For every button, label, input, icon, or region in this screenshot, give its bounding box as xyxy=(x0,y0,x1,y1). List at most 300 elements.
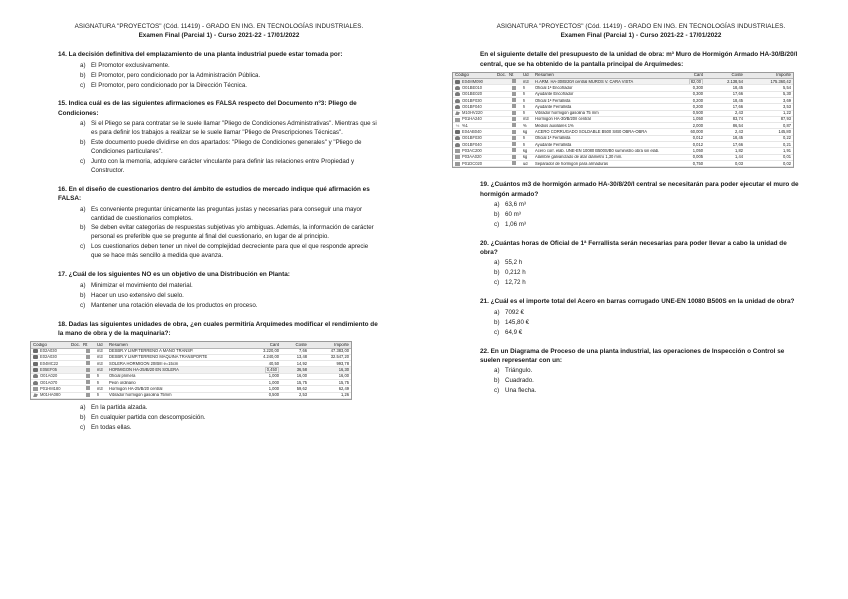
unit-cell: m3 xyxy=(523,79,529,84)
column-header[interactable]: Resumen xyxy=(109,342,128,347)
summary-cell: Vibrador hormigón gasolina 75 mm xyxy=(535,111,599,116)
cost-cell: 14,92 xyxy=(296,361,307,366)
options xyxy=(480,367,802,396)
summary-cell: Oficial 1ª Ferrallista xyxy=(535,136,571,141)
unit-type-icon xyxy=(86,355,90,359)
unit-type-icon xyxy=(512,98,516,102)
unit-type-icon xyxy=(86,386,90,390)
option-a: a) Si el Pliego se para contratar se le suele llamar "Pliego de Condiciones Administrativas". Mientras que si es para definir los trabajos a realizar se le suele llamar "Pliego de Prescripciones Técnicas". xyxy=(80,120,377,137)
summary-cell: ACERO CORRUGADO SOLDABLE B500 S/B0 OBRA-OBRA xyxy=(535,130,647,135)
summary-cell: Ayudante Ferrallista xyxy=(535,104,572,109)
mat-icon xyxy=(33,387,38,391)
quantity-cell: 0,005 xyxy=(692,155,703,160)
unit-type-icon xyxy=(86,349,90,353)
code-cell xyxy=(31,393,69,397)
option-c: c) 12,72 h xyxy=(494,279,526,287)
option-a: a) Triángulo. xyxy=(494,367,533,375)
cost-cell: 17,66 xyxy=(732,104,743,109)
nat-cell xyxy=(507,104,521,109)
unit-type-icon xyxy=(86,393,90,397)
summary-cell: SOLERA HORMIGÓN 20/B/II e=15cm xyxy=(109,361,179,366)
question-title: 18. Dadas las siguientes unidades de obra, ¿en cuales permitiría Arquímedes modificar el rendimiento de la mano de obra y de la maquinaria?: xyxy=(58,320,378,337)
cost-cell: 15,75 xyxy=(296,380,307,385)
option-b: b) Se deben evitar categorías de respuestas subjetivas y/o ambiguas. Además, la información de carácter personal es preferible que se pregunte al final del cuestionario, en lugar de al principio. xyxy=(80,224,374,241)
question-18 xyxy=(33,320,380,433)
options xyxy=(58,404,380,433)
unit-type-icon xyxy=(512,104,516,108)
quantity-cell: 4.240,00 xyxy=(263,355,279,360)
option-b: b) 145,80 € xyxy=(494,318,530,326)
quantity-cell: 3.220,00 xyxy=(263,349,279,354)
person-icon xyxy=(455,92,460,96)
question-title: 22. En un Diagrama de Proceso de una planta industrial, las operaciones de Inspección o Control se suelen representar con un: xyxy=(480,347,785,364)
unit-cell: h xyxy=(523,98,526,103)
quantity-cell: 0,450 xyxy=(266,367,277,373)
options xyxy=(480,201,802,230)
quantity-cell: 0,750 xyxy=(692,161,703,166)
nat-cell xyxy=(507,86,521,91)
cost-cell: 36,58 xyxy=(296,368,307,372)
options xyxy=(480,259,802,288)
column-header[interactable]: Código xyxy=(33,342,47,347)
unit-type-icon xyxy=(86,361,90,365)
unit-type-icon xyxy=(512,142,516,146)
machine-icon xyxy=(33,393,38,397)
code-cell xyxy=(453,155,495,159)
amount-cell: 175.360,42 xyxy=(770,79,791,84)
amount-cell: 62,49 xyxy=(338,386,349,391)
header-course: ASIGNATURA "PROYECTOS" (Cód. 11419) - GRADO EN ING. EN TECNOLOGÍAS INDUSTRIALES. xyxy=(496,23,786,30)
question-title: 19. ¿Cuántos m3 de hormigón armado HA-30/8/20/I central se necesitarán para poder ejecutar el muro de hormigón armado? xyxy=(480,181,799,198)
table-row[interactable] xyxy=(31,393,351,399)
nat-cell xyxy=(507,111,521,116)
amount-cell: 16,00 xyxy=(338,374,349,379)
nat-cell xyxy=(507,98,521,103)
amount-cell: 0,87 xyxy=(783,123,791,128)
unit-type-icon xyxy=(512,117,516,121)
question-intro xyxy=(455,50,802,168)
machine-icon xyxy=(455,111,460,115)
code-text: O01BF030 xyxy=(462,136,482,141)
option-c: c) El Promotor, pero condicionado por la Dirección Técnica. xyxy=(80,81,248,89)
amount-cell: 0,02 xyxy=(783,161,791,166)
quantity-cell: 1,000 xyxy=(268,374,279,379)
summary-cell: HORMIGÓN HA-25/B/20 EN SOLERA xyxy=(109,368,179,372)
question-title: 20. ¿Cuántas horas de Oficial de 1ª Ferrallista serán necesarias para poder llevar a cabo la unidad de obra? xyxy=(480,239,787,257)
code-cell xyxy=(31,362,69,366)
cost-cell: 18,45 xyxy=(732,98,743,103)
cost-cell: 0,03 xyxy=(735,161,743,166)
summary-cell: Ayudante Encofrador xyxy=(535,92,574,97)
nat-cell xyxy=(507,136,521,141)
amount-cell: 3,69 xyxy=(783,98,791,103)
unit-cell: kg xyxy=(523,130,528,135)
code-text: O01A070 xyxy=(40,380,58,385)
unit-cell: m3 xyxy=(97,355,103,360)
cost-cell: 17,66 xyxy=(732,92,743,97)
option-c: c) Junto con la memoria, adquiere carácter vinculante para definir las relaciones entre Propiedad y Constructor. xyxy=(80,157,355,174)
amount-cell: 1,22 xyxy=(783,111,791,116)
table-row[interactable] xyxy=(453,161,793,167)
column-header[interactable]: Doc. xyxy=(497,73,507,78)
summary-cell: Oficial primera xyxy=(109,374,136,379)
code-text: M10HV220 xyxy=(462,111,483,116)
mat-icon xyxy=(455,149,460,153)
unit-type-icon xyxy=(86,368,90,372)
option-b: b) Hacer un uso extensivo del suelo. xyxy=(80,291,184,299)
column-header[interactable]: Importe xyxy=(776,73,791,78)
unit-type-icon xyxy=(512,136,516,140)
question-15 xyxy=(58,99,380,175)
column-header[interactable]: Rt xyxy=(83,342,88,347)
amount-cell: 15,75 xyxy=(338,380,349,385)
column-header[interactable]: Coste xyxy=(731,73,743,78)
nat-cell xyxy=(81,349,95,354)
amount-cell: 0,22 xyxy=(783,136,791,141)
summary-cell: DESBR.Y LIMP.TERRENO MÁQUINA TRANSPORTE xyxy=(109,355,208,360)
column-header[interactable]: Coste xyxy=(295,342,307,347)
person-icon xyxy=(455,136,460,140)
unit-cell: ud xyxy=(523,161,528,166)
person-icon xyxy=(455,143,460,147)
option-a: a) 63,6 m³ xyxy=(494,200,526,208)
amount-cell: 145,80 xyxy=(778,130,791,135)
column-header[interactable]: Cant xyxy=(693,73,703,78)
code-text: E02A030 xyxy=(40,355,57,360)
nat-cell xyxy=(507,142,521,147)
code-text: O01BF030 xyxy=(462,98,482,103)
page-header xyxy=(480,22,802,40)
nat-cell xyxy=(507,92,521,97)
unit-cell: m3 xyxy=(97,349,103,354)
option-b: b) Cuadrado. xyxy=(494,377,534,385)
code-cell xyxy=(453,99,495,103)
unit-cell: kg xyxy=(523,155,528,160)
nat-cell xyxy=(81,386,95,391)
amount-cell: 3,53 xyxy=(783,104,791,109)
unit-cell: m3 xyxy=(523,117,529,122)
cost-cell: 59,62 xyxy=(296,386,307,391)
nat-cell xyxy=(507,148,521,153)
nat-cell xyxy=(507,161,521,166)
code-cell xyxy=(453,92,495,96)
amount-cell: 16,30 xyxy=(338,368,349,372)
option-c: c) En todas ellas. xyxy=(80,423,132,431)
question-title: 17. ¿Cuál de los siguientes NO es un objetivo de una Distribución en Planta: xyxy=(58,271,290,279)
cost-cell: 2.138,54 xyxy=(727,79,743,84)
amount-cell: 47.383,00 xyxy=(330,349,349,354)
summary-cell: Peón ordinario xyxy=(109,380,136,385)
column-header[interactable]: Doc. xyxy=(71,342,81,347)
summary-cell: Acero corr. elab. UNE-EN 10080 B500S/B0 suministro obra sin elab. xyxy=(535,148,660,153)
unit-type-icon xyxy=(86,374,90,378)
unit-cell: kg xyxy=(523,148,528,153)
unit-cell: h xyxy=(523,104,526,109)
code-cell xyxy=(453,162,495,166)
code-cell xyxy=(453,136,495,140)
person-icon xyxy=(455,99,460,103)
cost-cell: 16,00 xyxy=(296,374,307,379)
summary-cell: Oficial 1ª Ferrallista xyxy=(535,98,571,103)
person-icon xyxy=(33,374,38,378)
unit-type-icon xyxy=(512,123,516,127)
nat-cell xyxy=(81,368,95,373)
perc-icon: % xyxy=(455,123,460,128)
cost-cell: 83,74 xyxy=(732,117,743,122)
column-header[interactable]: Resumen xyxy=(535,73,554,78)
summary-cell: DESBR.Y LIMP.TERRENO A MANO TRANSP. xyxy=(109,349,194,354)
code-text: P03AA020 xyxy=(462,155,482,160)
unit-cell: m3 xyxy=(97,386,103,391)
summary-cell: Medios auxiliares 1% xyxy=(535,123,574,128)
page-header xyxy=(58,22,380,40)
quantity-cell: 0,012 xyxy=(692,142,703,147)
unit-cell: h xyxy=(523,86,526,90)
nat-cell xyxy=(507,155,521,160)
options xyxy=(58,62,380,91)
summary-cell: Alambre galvanizado de atar diámetro 1,30 mm. xyxy=(535,155,623,160)
unit-cell: m3 xyxy=(97,368,103,372)
column-header[interactable]: Código xyxy=(455,73,469,78)
column-header[interactable]: Nt xyxy=(509,73,514,78)
summary-cell: Hormigón HA-30/B/20/I central xyxy=(535,117,591,122)
code-text: %1 xyxy=(462,123,468,128)
mat-icon xyxy=(455,118,460,122)
nat-cell xyxy=(507,117,521,122)
left-page xyxy=(33,22,380,442)
column-header[interactable]: Cant xyxy=(269,342,279,347)
amount-cell: 32.547,20 xyxy=(330,355,349,360)
option-b: b) 60 m³ xyxy=(494,210,521,218)
cost-cell: 1,44 xyxy=(735,155,743,160)
unit-type-icon xyxy=(512,86,516,90)
unit-type-icon xyxy=(512,130,516,134)
code-cell xyxy=(453,143,495,147)
person-icon xyxy=(33,381,38,385)
nat-cell xyxy=(81,374,95,379)
options xyxy=(58,282,380,311)
unit-type-icon xyxy=(86,380,90,384)
code-cell xyxy=(453,124,495,128)
amount-cell: 5,30 xyxy=(783,92,791,97)
folder-icon xyxy=(33,349,38,353)
nat-cell xyxy=(81,393,95,398)
question-22 xyxy=(480,347,802,397)
column-header[interactable]: Importe xyxy=(334,342,349,347)
unit-cell: h xyxy=(97,380,100,385)
header-exam: Examen Final (Parcial 1) - Curso 2021-22 - 17/01/2022 xyxy=(560,32,722,40)
unit-cell: h xyxy=(97,374,100,379)
code-cell xyxy=(31,387,69,391)
cost-cell: 7,66 xyxy=(299,349,307,354)
code-cell xyxy=(31,355,69,359)
cost-cell: 2,43 xyxy=(735,111,743,116)
unit-cell: m3 xyxy=(97,361,103,366)
option-a: a) En la partida alzada. xyxy=(80,403,148,411)
option-b: b) En cualquier partida con descomposición. xyxy=(80,413,206,421)
unit-cell: h xyxy=(97,393,100,398)
quantity-cell: 0,200 xyxy=(692,98,703,103)
cost-cell: 1,82 xyxy=(735,148,743,153)
code-cell xyxy=(453,117,495,121)
quantity-cell: 1,050 xyxy=(692,117,703,122)
question-title: 21. ¿Cuál es el importe total del Acero en barras corrugado UNE-EN 10080 B500S en la unidad de obra? xyxy=(480,298,795,306)
code-text: P01HA240 xyxy=(462,117,482,122)
code-text: P01HM180 xyxy=(40,386,61,391)
option-a: a) 55,2 h xyxy=(494,259,523,267)
code-text: E04MM090 xyxy=(462,79,483,84)
amount-cell: 1,26 xyxy=(341,393,349,398)
code-cell xyxy=(453,105,495,109)
code-text: E04AB040 xyxy=(462,130,482,135)
unit-cell: h xyxy=(523,92,526,97)
cost-cell: 86,54 xyxy=(732,123,743,128)
unit-cell: h xyxy=(523,136,526,141)
cost-cell: 2,53 xyxy=(299,393,307,398)
question-title: 14. La decisión definitiva del emplazamiento de una planta industrial puede estar tomada por: xyxy=(58,51,343,59)
question-title: 15. Indica cuál es de las siguientes afirmaciones es FALSA respecto del Documento nº3: Pliego de Condiciones: xyxy=(58,100,357,117)
quantity-cell: 40,50 xyxy=(268,361,279,366)
summary-cell: H.ARM. HA-30/B/20/I central MUROS V. CARA VISTA xyxy=(535,79,634,84)
code-text: O01BF040 xyxy=(462,142,482,147)
unit-cell: h xyxy=(523,111,526,116)
unit-type-icon xyxy=(512,111,516,115)
folder-icon xyxy=(455,80,460,84)
option-c: c) 64,9 € xyxy=(494,328,523,336)
folder-icon xyxy=(455,130,460,134)
option-c: c) Los cuestionarios deben tener un nivel de complejidad decreciente para que el que responde aprecie que se hace más sencillo a medida que avanza. xyxy=(80,243,369,260)
code-cell xyxy=(453,111,495,115)
code-text: E02A030 xyxy=(40,349,57,354)
question-16 xyxy=(58,185,380,261)
header-course: ASIGNATURA "PROYECTOS" (Cód. 11419) - GRADO EN ING. EN TECNOLOGÍAS INDUSTRIALES. xyxy=(74,23,364,30)
unit-cell: h xyxy=(523,142,526,147)
question-19 xyxy=(480,180,802,230)
cost-cell: 13,48 xyxy=(296,355,307,360)
code-text: O01BE020 xyxy=(462,92,483,97)
cost-cell: 18,45 xyxy=(732,86,743,90)
quantity-cell: 0,500 xyxy=(268,393,279,398)
option-a: a) Minimizar el movimiento del material. xyxy=(80,281,193,289)
mat-icon xyxy=(455,162,460,166)
option-a: a) Es conveniente preguntar únicamente las preguntas justas y necesarias para conseguir una mayor cantidad de cuestionarios completos. xyxy=(80,205,363,222)
option-b: b) Este documento puede dividirse en dos apartados: "Pliego de Condiciones generales" y "Pliego de Condiciones particulares". xyxy=(80,139,362,155)
code-text: P01DC020 xyxy=(462,161,483,166)
code-cell xyxy=(31,349,69,353)
column-header[interactable]: Ud xyxy=(523,73,529,78)
code-text: P03AC200 xyxy=(462,148,482,153)
code-text: M01HA080 xyxy=(40,393,61,398)
amount-cell: 993,78 xyxy=(336,361,349,366)
options xyxy=(58,120,380,176)
code-text: E04MC22 xyxy=(40,361,59,366)
nat-cell xyxy=(507,79,521,84)
folder-icon xyxy=(33,368,38,372)
nat-cell xyxy=(81,355,95,360)
quantity-cell: 1,000 xyxy=(268,386,279,391)
quantity-cell: 1,000 xyxy=(268,380,279,385)
mat-icon xyxy=(455,155,460,159)
amount-cell: 87,93 xyxy=(780,117,791,122)
summary-cell: Hormigón HA-25/B/20 central xyxy=(109,386,163,391)
code-cell xyxy=(31,381,69,385)
amount-cell: 5,54 xyxy=(783,86,791,90)
nat-cell xyxy=(507,130,521,135)
unit-type-icon xyxy=(512,79,516,83)
unit-type-icon xyxy=(512,161,516,165)
code-cell xyxy=(31,374,69,378)
quantity-cell: 0,300 xyxy=(692,92,703,97)
unit-type-icon xyxy=(512,155,516,159)
question-14 xyxy=(58,50,380,90)
code-text: O01BF040 xyxy=(462,104,482,109)
summary-cell: Vibrador hormigón gasolina 75mm xyxy=(109,393,172,398)
quantity-cell: 1,050 xyxy=(692,148,703,153)
folder-icon xyxy=(33,355,38,359)
summary-cell: Ayudante Ferrallista xyxy=(535,142,572,147)
code-cell xyxy=(453,80,495,84)
options xyxy=(58,206,380,262)
unit-type-icon xyxy=(512,92,516,96)
quantity-cell: 0,500 xyxy=(692,111,703,116)
option-b: b) 0,212 h xyxy=(494,269,526,277)
question-17 xyxy=(58,270,380,310)
unit-cell: % xyxy=(523,123,527,128)
question-21 xyxy=(480,297,802,337)
folder-icon xyxy=(33,362,38,366)
summary-cell: Oficial 1ª Encofrador xyxy=(535,86,573,90)
amount-cell: 0,01 xyxy=(783,155,791,160)
option-b: b) El Promotor, pero condicionado por la Administración Pública. xyxy=(80,71,261,79)
person-icon xyxy=(455,86,460,90)
quantity-cell: 2,000 xyxy=(692,123,703,128)
column-header[interactable]: Ud xyxy=(97,342,103,347)
quantity-cell: 0,300 xyxy=(692,86,703,90)
right-page xyxy=(455,22,802,405)
arquimedes-table xyxy=(452,72,794,168)
intro-text: En el siguiente detalle del presupuesto de la unidad de obra: m³ Muro de Hormigón Armado HA-30/B/20/I central, que se ha obtenido de la pantalla principal de Arquímedes: xyxy=(480,51,798,68)
option-a: a) 7092 € xyxy=(494,308,524,316)
code-cell xyxy=(453,149,495,153)
code-text: O01BE010 xyxy=(462,86,483,90)
option-a: a) El Promotor exclusivamente. xyxy=(80,61,170,69)
nat-cell xyxy=(507,123,521,128)
amount-cell: 0,21 xyxy=(783,142,791,147)
header-exam: Examen Final (Parcial 1) - Curso 2021-22 - 17/01/2022 xyxy=(138,32,300,40)
code-text: E05EF05 xyxy=(40,368,58,372)
cost-cell: 2,43 xyxy=(735,130,743,135)
amount-cell: 1,91 xyxy=(783,148,791,153)
option-c: c) Mantener una rotación elevada de los productos en proceso. xyxy=(80,301,258,309)
nat-cell xyxy=(81,380,95,385)
code-text: O01A020 xyxy=(40,374,58,379)
quantity-cell: 60,000 xyxy=(690,130,703,135)
quantity-cell: 0,200 xyxy=(692,104,703,109)
question-20 xyxy=(480,239,802,289)
quantity-cell: 82,00 xyxy=(690,79,701,84)
arquimedes-table xyxy=(30,341,352,400)
question-title: 16. En el diseño de cuestionarios dentro del ámbito de estudios de mercado indique qué afirmación es FALSA: xyxy=(58,185,370,203)
cost-cell: 17,66 xyxy=(732,142,743,147)
code-cell xyxy=(453,86,495,90)
summary-cell: Separador de hormigón para armaduras xyxy=(535,161,609,166)
person-icon xyxy=(455,105,460,109)
nat-cell xyxy=(81,361,95,366)
quantity-cell: 0,012 xyxy=(692,136,703,141)
option-c: c) 1,06 m³ xyxy=(494,220,526,228)
code-cell xyxy=(453,130,495,134)
cost-cell: 18,45 xyxy=(732,136,743,141)
